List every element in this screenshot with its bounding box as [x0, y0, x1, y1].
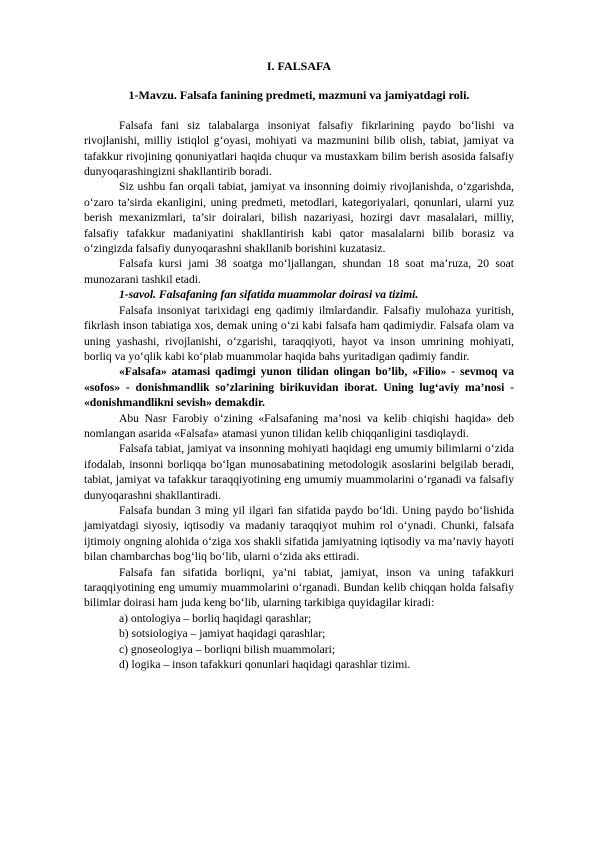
paragraph: Falsafa insoniyat tarixidagi eng qadimiy ilmlardandir. Falsafiy mulohaza yuritish, fikrlash inson tabiatiga xos, demak uning o‘zi kabi falsafa ham qadimiydir. Falsafa olam va uning yashashi, rivojlanishi, o‘zgarishi, taraqqiyoti, hayot va inson umrining mohiyati, borliq va yo‘qlik kabi ko‘plab muammolar haqida bahs yuritadigan qadimiy fandir. [84, 303, 514, 363]
paragraph: Falsafa tabiat, jamiyat va insonning mohiyati haqidagi eng umumiy bilimlarni o‘zida ifodalab, insonni borliqqa bo‘lgan munosabatining metodologik asoslarini belgilab beradi, tabiat, jamiyat va tafakkur taraqqiyotining eng umumiy muammolarini o‘rganadi va falsafiy dunyoqarashni shakllantiradi. [84, 442, 514, 502]
paragraph: Siz ushbu fan orqali tabiat, jamiyat va insonning doimiy rivojlanishda, o‘zgarishda, o‘zaro ta’sirda ekanligini, uning predmeti, metodlari, kategoriyalari, qonunlari, ularni yuz berish mexanizmlari, ta’sir doiralari, bilish nazariyasi, hozirgi davr masalalari, milliy, falsafiy tafakkur madaniyatini shakllantirish kabi qator masalalarni bilib borasiz va o‘zingizda falsafiy dunyoqarashni shakllanib borishini kuzatasiz. [84, 180, 514, 256]
list-item: c) gnoseologiya – borliqni bilish muammolari; [119, 642, 336, 656]
document-page [84, 59, 514, 672]
paragraph: Falsafa fan sifatida borliqni, ya’ni tabiat, jamiyat, inson va uning tafakkuri taraqqiyotining eng umumiy muammolarini o‘rganadi. Bundan kelib chiqqan holda falsafiy bilimlar doirasi ham juda keng bo‘lib, ularning tarkibiga quyidagilar kiradi: [84, 565, 514, 610]
paragraph: Falsafa kursi jami 38 soatga mo‘ljallangan, shundan 18 soat ma’ruza, 20 soat munozarani tashkil etadi. [84, 257, 514, 286]
etymology-paragraph: «Falsafa» atamasi qadimgi yunon tilidan olingan bo’lib, «Filio» - sevmoq va «sofos» - donishmandlik so’zlarining birikuvidan iborat. Uning lug‘aviy ma’nosi - «donishmandlikni sevish» demakdir. [84, 365, 514, 410]
paragraph: Falsafa bundan 3 ming yil ilgari fan sifatida paydo bo‘ldi. Uning paydo bo‘lishida jamiyatdagi siyosiy, iqtisodiy va madaniy taraqqiyot muhim rol o‘ynadi. Chunki, falsafa ijtimoiy ongning alohida o‘ziga xos shakli sifatida jamiyatning iqtisodiy va ma’naviy hayoti bilan chambarchas bog‘liq bo‘lib, ularni o‘zida aks ettiradi. [84, 503, 514, 564]
list-item: b) sotsiologiya – jamiyat haqidagi qarashlar; [119, 627, 326, 641]
paragraph: Abu Nasr Farobiy o‘zining «Falsafaning ma’nosi va kelib chiqishi haqida» deb nomlangan asarida «Falsafa» atamasi yunon tilidan kelib chiqqanligini tasdiqlaydi. [84, 411, 514, 440]
document-title: I. FALSAFA [266, 59, 332, 73]
list-item: a) ontologiya – borliq haqidagi qarashlar; [119, 611, 312, 625]
paragraph: Falsafa fani siz talabalarga insoniyat falsafiy fikrlarining paydo bo‘lishi va rivojlanishi, milliy istiqlol g‘oyasi, mohiyati va mazmunini bilib olish, tabiat, jamiyat va tafakkur rivojining qonuniyatlari haqida chuqur va mustaxkam bilim berish asosida falsafiy dunyoqarashingizni shakllantirib boradi. [84, 118, 514, 179]
topic-heading: 1-Mavzu. Falsafa fanining predmeti, mazmuni va jamiyatdagi roli. [128, 88, 470, 103]
list-item: d) logika – inson tafakkuri qonunlari haqidagi qarashlar tizimi. [119, 658, 411, 672]
question-heading: 1-savol. Falsafaning fan sifatida muammolar doirasi va tizimi. [119, 288, 419, 302]
